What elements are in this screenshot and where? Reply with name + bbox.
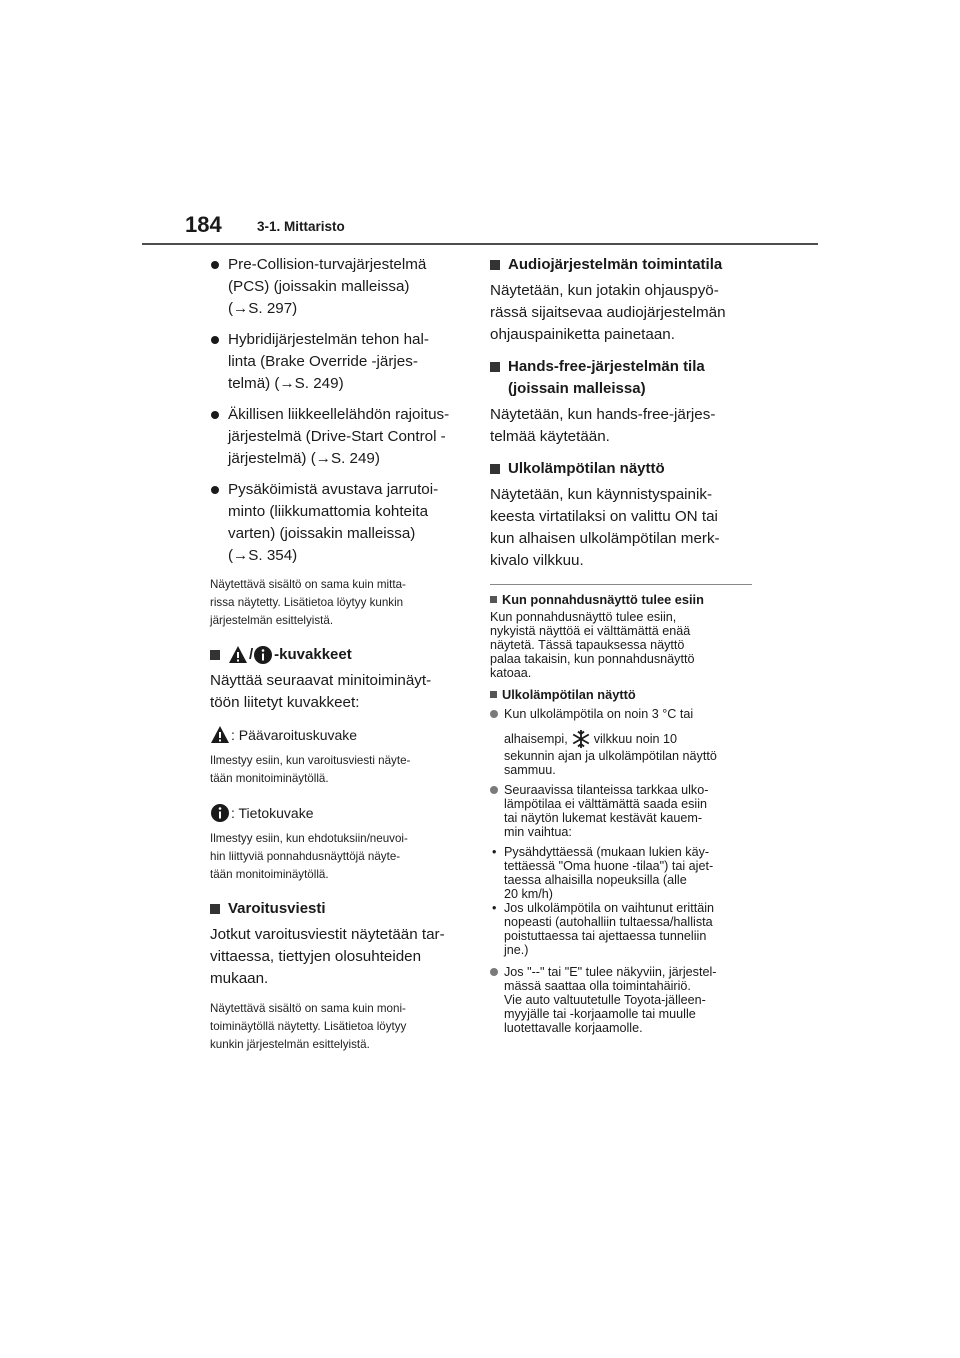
section-title: 3-1. Mittaristo xyxy=(257,219,345,234)
icons-heading-slash: / xyxy=(249,646,254,663)
square-bullet-icon xyxy=(210,650,220,660)
info-circle-icon xyxy=(253,645,273,665)
page-reference[interactable]: järjestelmä) (→S. 249) xyxy=(228,450,380,467)
note-text: Näytettävä sisältö on sama kuin mitta- rissa näytetty. Lisätietoa löytyy kunkin järjestelmän esittelyistä. xyxy=(210,578,406,627)
bullet-dot-icon xyxy=(211,411,219,419)
audio-body: Näytetään, kun jotakin ohjauspyö- rässä sijaitsevaa audiojärjestelmän ohjauspainiketta painetaan. xyxy=(490,282,726,343)
list-item: Hybridijärjestelmän tehon hal- linta (Brake Override -järjes- telmä) (→S. 249) xyxy=(210,329,468,395)
bullet-dot-icon xyxy=(490,968,498,976)
list-item: Kun ulkolämpötila on noin 3 °C tai alhaisempi, vilkkuu noin 10 sekunnin ajan ja ulkolämpötilan näyttö sammuu. xyxy=(490,707,752,777)
list-item: Seuraavissa tilanteissa tarkkaa ulko- lämpötilaa ei välttämättä saada esiin tai näytön lukemat kestävät kauem- min vaihtua: xyxy=(490,783,752,839)
note-text: Näytettävä sisältö on sama kuin moni- toiminäytöllä näytetty. Lisätietoa löytyy kunkin järjestelmän esittelyistä. xyxy=(210,1002,407,1051)
square-bullet-icon xyxy=(490,596,497,603)
handsfree-heading: Hands-free-järjestelmän tila (joissain malleissa) xyxy=(490,356,752,400)
list-item: Äkillisen liikkeellelähdön rajoitus- järjestelmä (Drive-Start Control - järjestelmä) (→S. 249) xyxy=(210,404,468,470)
sub-bullet-mark: • xyxy=(492,845,497,859)
right-column xyxy=(490,254,752,1041)
square-bullet-icon xyxy=(490,464,500,474)
bullet-dot-icon xyxy=(211,336,219,344)
page-reference[interactable]: (→S. 354) xyxy=(228,547,298,564)
header-rule xyxy=(142,243,818,245)
bullet-dot-icon xyxy=(211,261,219,269)
square-bullet-icon xyxy=(490,260,500,270)
section-divider xyxy=(490,584,752,585)
bullet-dot-icon xyxy=(490,786,498,794)
warning-triangle-icon xyxy=(228,645,248,665)
bullet-list xyxy=(210,254,468,567)
icons-body: Näyttää seuraavat minitoiminäyt- töön liitetyt kuvakkeet: xyxy=(210,672,432,711)
list-item: Pysäköimistä avustava jarrutoi- minto (liikkumattomia kohteita varten) (joissakin malleissa) (→S. 354) xyxy=(210,479,468,567)
info-circle-icon xyxy=(210,803,230,823)
info-icon-label: : Tietokuvake xyxy=(210,802,468,824)
left-column xyxy=(210,254,468,1068)
list-item: Pre-Collision-turvajärjestelmä (PCS) (joissakin malleissa) (→S. 297) xyxy=(210,254,468,320)
popup-heading: Kun ponnahdusnäyttö tulee esiin xyxy=(490,591,752,608)
square-bullet-icon xyxy=(490,691,497,698)
page-reference[interactable]: telmä) (→S. 249) xyxy=(228,375,344,392)
info-note: Ilmestyy esiin, kun ehdotuksiin/neuvoi- hin liittyviä ponnahdusnäyttöjä näyte- tään monitoiminäytöllä. xyxy=(210,832,408,881)
sub-bullet-mark: • xyxy=(492,901,497,915)
varoitus-heading: Varoitusviesti xyxy=(210,898,468,920)
audio-heading: Audiojärjestelmän toimintatila xyxy=(490,254,752,276)
ulko-body: Näytetään, kun käynnistyspainik- keesta virtatilaksi on valittu ON tai kun alhaisen ulkolämpötilan merk- kivalo vilkkuu. xyxy=(490,486,720,569)
warning-note: Ilmestyy esiin, kun varoitusviesti näyte- tään monitoiminäytöllä. xyxy=(210,754,411,785)
temp-heading: Ulkolämpötilan näyttö xyxy=(490,686,752,703)
ulko-heading: Ulkolämpötilan näyttö xyxy=(490,458,752,480)
page-reference[interactable]: (→S. 297) xyxy=(228,300,298,317)
square-bullet-icon xyxy=(210,904,220,914)
page-number: 184 xyxy=(185,212,222,237)
bullet-dot-icon xyxy=(490,710,498,718)
popup-body: Kun ponnahdusnäyttö tulee esiin, nykyistä näyttöä ei välttämättä enää näytetä. Tässä tapauksessa näyttö palaa takaisin, kun ponnahdusnäyttö katoaa. xyxy=(490,610,695,680)
bullet-dot-icon xyxy=(211,486,219,494)
sub-list-item: • Pysähdyttäessä (mukaan lukien käy- tettäessä "Oma huone -tilaa") tai ajet- taessa alhaisilla nopeuksilla (alle 20 km/h) xyxy=(492,845,714,901)
list-item: Jos "--" tai "E" tulee näkyviin, järjestel- mässä saattaa olla toimintahäiriö. Vie auto valtuutetulle Toyota-jälleen- myyjälle tai -korjaamolle tai muulle luotettavalle korjaamolle. xyxy=(490,965,752,1035)
varoitus-body: Jotkut varoitusviestit näytetään tar- vittaessa, tiettyjen olosuhteiden mukaan. xyxy=(210,926,445,987)
icons-heading-suffix: -kuvakkeet xyxy=(274,646,352,663)
snowflake-icon xyxy=(571,729,591,749)
warning-icon-label: : Päävaroituskuvake xyxy=(210,724,468,746)
handsfree-body: Näytetään, kun hands-free-järjes- telmää käytetään. xyxy=(490,406,716,445)
icons-heading xyxy=(210,644,468,666)
sub-list-item: • Jos ulkolämpötila on vaihtunut erittäin nopeasti (autohalliin tultaessa/hallista poistuttaessa tai ajettaessa tunneliin jne.) xyxy=(492,901,715,957)
square-bullet-icon xyxy=(490,362,500,372)
warning-triangle-icon xyxy=(210,725,230,745)
